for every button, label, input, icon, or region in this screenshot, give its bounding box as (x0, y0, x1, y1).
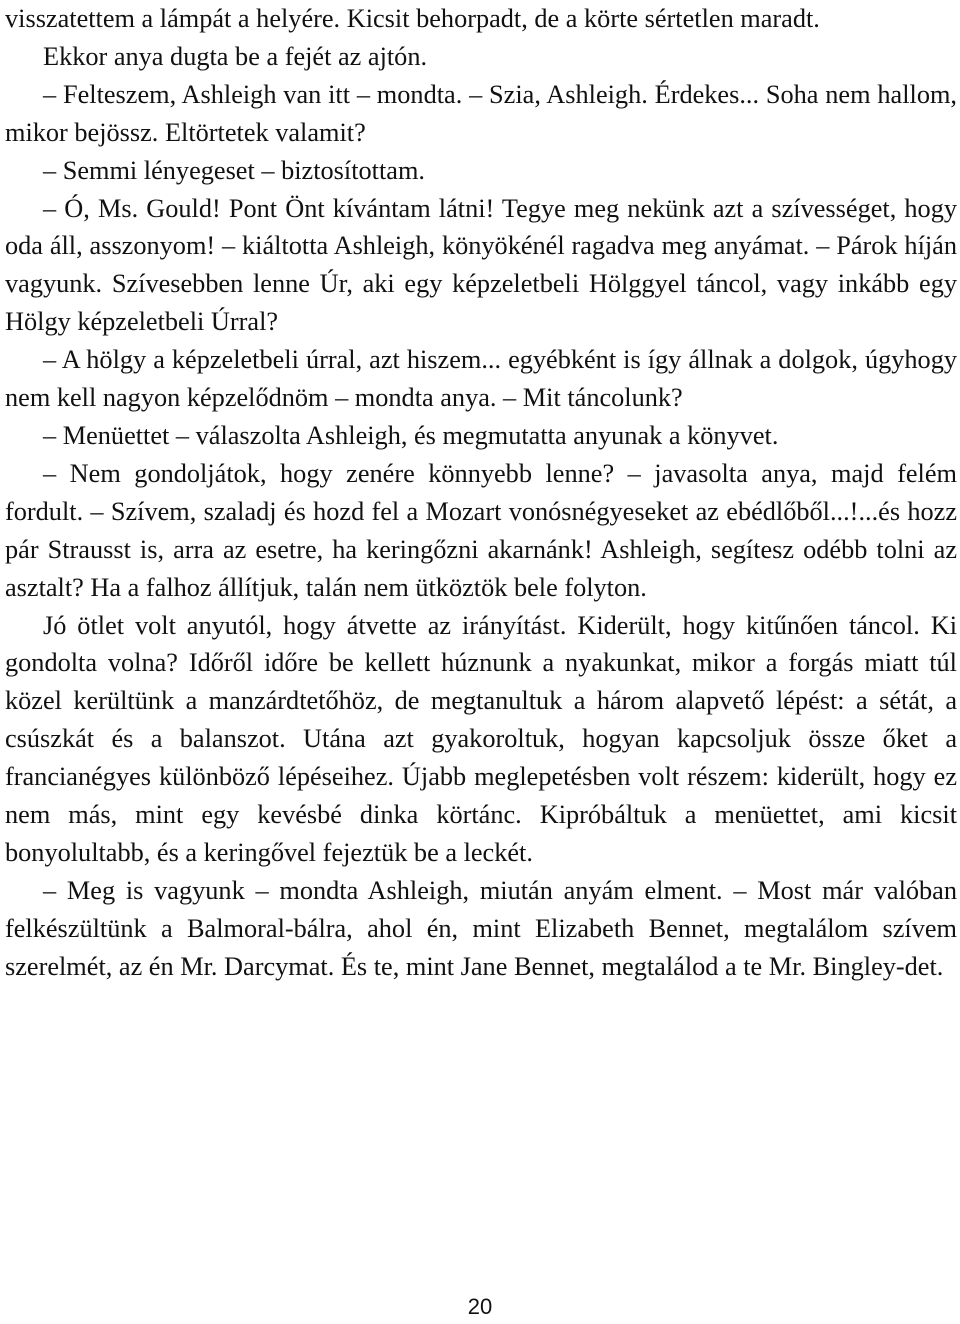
paragraph: – Ó, Ms. Gould! Pont Önt kívántam látni! Tegye meg nekünk azt a szívességet, hogy oda áll, asszonyom! – kiáltotta Ashleigh, könyökénél ragadva meg anyámat. – Párok híján vagyunk. Szívesebben lenne Úr, aki egy képzeletbeli Hölggyel táncol, vagy inkább egy Hölgy képzeletbeli Úrral? (5, 193, 957, 337)
paragraph: – Meg is vagyunk – mondta Ashleigh, miután anyám elment. – Most már valóban felkészültünk a Balmoral-bálra, ahol én, mint Elizabeth Bennet, megtalálom szívem szerelmét, az én Mr. Darcymat. És te, mint Jane Bennet, megtalálod a te Mr. Bingley-det. (5, 875, 957, 981)
page-body (5, 0, 957, 986)
paragraph: – Felteszem, Ashleigh van itt – mondta. – Szia, Ashleigh. Érdekes... Soha nem hallom, mikor bejössz. Eltörtetek valamit? (5, 79, 957, 147)
paragraph: Ekkor anya dugta be a fejét az ajtón. (43, 41, 428, 71)
paragraph: visszatettem a lámpát a helyére. Kicsit behorpadt, de a körte sértetlen maradt. (5, 4, 820, 33)
paragraph: – Nem gondoljátok, hogy zenére könnyebb lenne? – javasolta anya, majd felém fordult. – Szívem, szaladj és hozd fel a Mozart vonósnégyeseket az ebédlőből...!...és hozz pár Strausst is, arra az esetre, ha keringőzni akarnánk! Ashleigh, segítesz odébb tolni az asztalt? Ha a falhoz állítjuk, talán nem ütköztök bele folyton. (5, 458, 957, 602)
paragraph: – A hölgy a képzeletbeli úrral, azt hiszem... egyébként is így állnak a dolgok, úgyhogy nem kell nagyon képzelődnöm – mondta anya. – Mit táncolunk? (5, 345, 957, 413)
paragraph: Jó ötlet volt anyutól, hogy átvette az irányítást. Kiderült, hogy kitűnően táncol. Ki gondolta volna? Időről időre be kellett húznunk a nyakunkat, mikor a forgás miatt túl közel kerültünk a manzárdtetőhöz, de megtanultuk a három alapvető lépést: a sétát, a csúszkát és a balanszot. Utána azt gyakoroltuk, hogyan kapcsoljuk össze őket a francianégyes különböző lépéseihez. Újabb meglepetésben volt részem: kiderült, hogy ez nem más, mint egy kevésbé dinka körtánc. Kipróbáltuk a menüettet, ami kicsit bonyolultabb, és a keringővel fejeztük be a leckét. (5, 610, 957, 867)
paragraph: – Semmi lényegeset – biztosítottam. (43, 155, 425, 185)
paragraph: – Menüettet – válaszolta Ashleigh, és megmutatta anyunak a könyvet. (43, 420, 779, 450)
page-number: 20 (467, 1294, 493, 1319)
